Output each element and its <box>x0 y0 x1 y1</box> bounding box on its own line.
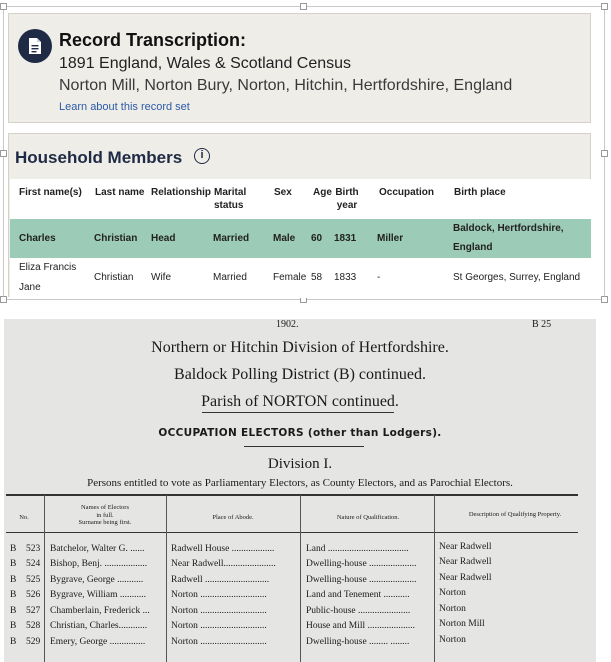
scan-entry-qualification: Land and Tenement ........... <box>306 590 410 600</box>
scan-entry-number: 527 <box>26 606 41 616</box>
scan-entry-number: 526 <box>26 590 41 600</box>
row1-marital: Married <box>213 233 250 244</box>
scan-entry-property: Norton <box>439 635 466 645</box>
col-sex: Sex <box>274 187 292 198</box>
scan-heading-district: Baldock Polling District (B) continued. <box>174 366 426 383</box>
scan-entry-abode: Near Radwell...................... <box>171 559 276 569</box>
scan-entry-letter: B <box>10 606 17 616</box>
scan-entry-name: Bygrave, William ........... <box>50 590 147 600</box>
row1-relationship: Head <box>151 233 176 244</box>
col-marital-line2: status <box>214 200 244 211</box>
scan-entry-name: Bygrave, George ........... <box>50 575 144 585</box>
scan-entry-qualification: Dwelling-house ........ ........ <box>306 637 410 647</box>
resize-handle-top-left[interactable] <box>0 3 7 10</box>
scan-rule <box>244 446 364 447</box>
row2-first-name-line1: Eliza Francis <box>19 262 77 273</box>
scan-entry-abode: Radwell ........................... <box>171 575 270 585</box>
scan-entry-property: Near Radwell <box>439 557 492 567</box>
scan-entry-number: 528 <box>26 621 41 631</box>
scan-col-divider <box>434 495 435 662</box>
row2-birth-year: 1833 <box>334 272 357 283</box>
scan-entry-number: 524 <box>26 559 41 569</box>
resize-handle-bottom-left[interactable] <box>0 296 7 303</box>
col-birth-year <box>335 186 359 212</box>
scan-entry-letter: B <box>10 559 17 569</box>
scan-entry-letter: B <box>10 621 17 631</box>
resize-handle-left[interactable] <box>0 150 7 157</box>
scan-col-qualification: Nature of Qualification. <box>336 514 400 521</box>
scan-entry-qualification: Land .................................. <box>306 544 409 554</box>
scan-col-divider <box>44 495 45 662</box>
scan-entry-abode: Norton ............................ <box>171 621 267 631</box>
scan-col-names-line2: in full. <box>96 511 114 519</box>
col-age: Age <box>313 187 332 198</box>
scan-col-divider <box>300 495 301 662</box>
resize-handle-bottom-right[interactable] <box>601 296 608 303</box>
household-members-section <box>8 133 591 297</box>
record-title: Record Transcription: <box>59 30 247 50</box>
resize-handle-top[interactable] <box>300 3 307 10</box>
col-first-names: First name(s) <box>19 187 82 198</box>
row1-sex: Male <box>273 233 296 244</box>
scan-entry-abode: Norton ............................ <box>171 637 267 647</box>
info-icon[interactable]: i <box>194 148 210 164</box>
col-birth-place: Birth place <box>454 187 506 198</box>
row2-marital: Married <box>213 272 247 283</box>
row1-last-name: Christian <box>94 233 138 244</box>
scan-entry-property: Near Radwell <box>439 573 492 583</box>
row1-first-name: Charles <box>19 233 56 244</box>
scan-entry-number: 523 <box>26 544 41 554</box>
scan-entry-qualification: Dwelling-house .................... <box>306 575 417 585</box>
row2-first-name-line2: Jane <box>19 282 41 293</box>
row2-last-name: Christian <box>94 272 134 283</box>
learn-about-record-set-link[interactable]: Learn about this record set <box>59 101 190 113</box>
scan-persons-line: Persons entitled to vote as Parliamentary Electors, as County Electors, and as Parochial Electors. <box>87 477 513 489</box>
scan-entry-letter: B <box>10 590 17 600</box>
scan-col-divider <box>166 495 167 662</box>
record-collection: 1891 England, Wales & Scotland Census <box>59 55 352 72</box>
scan-entry-property: Norton Mill <box>439 619 485 629</box>
row2-sex: Female <box>273 272 307 283</box>
scan-table-top-rule <box>6 494 578 496</box>
resize-handle-top-right[interactable] <box>601 3 608 10</box>
scan-col-no: No. <box>19 514 29 521</box>
scan-col-names-line3: Surname being first. <box>78 519 132 526</box>
scan-entry-qualification: Dwelling-house .................... <box>306 559 417 569</box>
household-table <box>10 179 591 298</box>
scan-occupation-heading: OCCUPATION ELECTORS (other than Lodgers). <box>158 427 442 439</box>
row1-birth-place-line2: England <box>453 242 493 253</box>
record-header-card <box>8 13 591 123</box>
scan-division: Division I. <box>267 456 333 472</box>
scan-entry-abode: Norton ............................ <box>171 606 267 616</box>
scan-rule <box>202 412 394 413</box>
col-birth-year-line1: Birth <box>335 187 359 198</box>
scan-entry-property: Norton <box>439 604 466 614</box>
scan-entry-property: Norton <box>439 588 466 598</box>
row1-age: 60 <box>311 233 323 244</box>
scan-entry-name: Batchelor, Walter G. ...... <box>50 544 145 554</box>
scan-entry-letter: B <box>10 575 17 585</box>
document-icon <box>18 29 52 63</box>
col-marital-status <box>214 186 246 212</box>
scan-page-ref: B 25 <box>532 319 552 330</box>
scan-entry-letter: B <box>10 637 17 647</box>
scan-entry-abode: Radwell House .................. <box>171 544 275 554</box>
scan-col-abode: Place of Abode. <box>212 514 254 521</box>
scan-col-names-line1: Names of Electors <box>80 504 129 511</box>
scan-entry-name: Bishop, Benj. .................. <box>50 559 148 569</box>
scan-entry-abode: Norton ............................ <box>171 590 267 600</box>
scan-entry-name: Chamberlain, Frederick ... <box>50 606 150 616</box>
household-members-title: Household Members <box>15 148 183 167</box>
scan-header-rule <box>6 532 578 533</box>
resize-handle-right[interactable] <box>601 150 608 157</box>
scan-entry-letter: B <box>10 544 17 554</box>
scanned-register-image <box>4 319 596 662</box>
record-place: Norton Mill, Norton Bury, Norton, Hitchin, Hertfordshire, England <box>59 77 513 94</box>
col-relationship: Relationship <box>151 187 212 198</box>
scan-col-property: Description of Qualifying Property. <box>468 511 562 518</box>
row2-age: 58 <box>311 272 323 283</box>
scan-entry-number: 529 <box>26 637 41 647</box>
row1-occupation: Miller <box>377 233 404 244</box>
scan-entry-qualification: Public-house ...................... <box>306 606 411 616</box>
col-marital-line1: Marital <box>214 187 247 198</box>
col-birth-year-line2: year <box>336 200 358 211</box>
scan-heading-parish: Parish of NORTON continued. <box>201 393 399 410</box>
row1-birth-place-line1: Baldock, Hertfordshire, <box>453 223 564 234</box>
row1-birth-year: 1831 <box>334 233 357 244</box>
row2-occupation: - <box>377 272 381 283</box>
scan-col-names <box>48 504 162 527</box>
scan-heading-division: Northern or Hitchin Division of Hertfordshire. <box>151 339 449 356</box>
scan-entry-number: 525 <box>26 575 41 585</box>
row2-birth-place: St Georges, Surrey, England <box>453 272 581 283</box>
scan-entry-qualification: House and Mill .................... <box>306 621 415 631</box>
scan-year: 1902. <box>276 319 299 330</box>
scan-entry-name: Emery, George ............... <box>50 637 146 647</box>
row2-relationship: Wife <box>151 272 171 283</box>
scan-entry-name: Christian, Charles............ <box>50 621 148 631</box>
col-last-name: Last name <box>95 187 145 198</box>
col-occupation: Occupation <box>379 187 435 198</box>
scan-entry-property: Near Radwell <box>439 542 492 552</box>
